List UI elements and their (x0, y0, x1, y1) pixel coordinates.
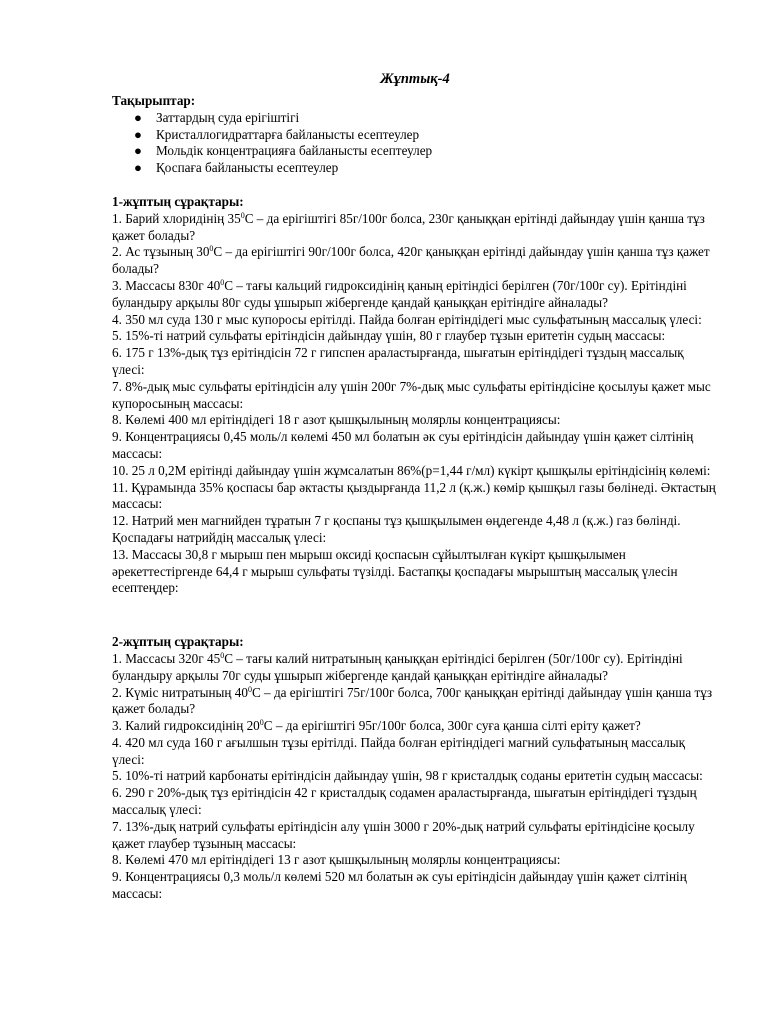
bullet-icon: ● (134, 126, 142, 142)
question-5: 5. 15%-ті натрий сульфаты ерітіндісін дайындау үшін, 80 г глаубер тұзын еритетін судың массасы: (112, 328, 666, 344)
question-4: 4. 350 мл суда 130 г мыс купоросы ерітілді. Пайда болған ерітіндідегі мыс сульфатының массалық үлесі: (112, 311, 702, 327)
question-8: 8. Көлемі 470 мл ерітіндідегі 13 г азот қышқылының молярлы концентрациясы: (112, 852, 561, 868)
topic-item (112, 127, 718, 144)
question-10: 10. 25 л 0,2М ерітінді дайындау үшін жұмсалатын 86%(р=1,44 г/мл) күкірт қышқылы ерітіндісінің көлемі: (112, 462, 711, 478)
bullet-icon: ● (134, 109, 142, 125)
question-7: 7. 13%-дық натрий сульфаты ерітіндісін алу үшін 3000 г 20%-дық натрий сульфаты ерітіндісіне қосылу қажет глаубер тұзының массасы: (112, 818, 695, 851)
section2-heading: 2-жұптың сұрақтары: (112, 634, 244, 650)
topics-heading: Тақырыптар: (112, 93, 196, 108)
question-1: 1. Массасы 320г $45^0С$ – тағы калий нитратының қаныққан ерітіндісі берілген (50г/100г су). Ерітіндіні буландыру арқылы 70г суды ұшырып жібергенде қандай қаныққан ерітіндіге айналады? (112, 650, 683, 683)
question-1: 1. Барий хлоридінің $35^0С$ – да ерігіштігі 85г/100г болса, 230г қаныққан ерітінді дайындау үшін қанша тұз қажет болады? (112, 210, 705, 243)
question-4: 4. 420 мл суда 160 г ағылшын тұзы ерітілді. Пайда болған ерітіндідегі магний сульфатының массалық үлесі: (112, 734, 685, 767)
question-2: 2. Ас тұзының $30^0С$ – да ерігіштігі 90г/100г болса, 420г қаныққан ерітінді дайындау үшін қанша тұз қажет болады? (112, 244, 710, 277)
topic-item (112, 160, 718, 177)
question-6: 6. 290 г 20%-дық тұз ерітіндісін 42 г кристалдық содамен араластырғанда, шығатын ерітіндідегі тұздың массалық үлесі: (112, 785, 697, 818)
topic-item (112, 143, 718, 160)
section1-heading: 1-жұптың сұрақтары: (112, 193, 244, 209)
topic-item-label: Қоспаға байланысты есептеулер (156, 160, 339, 176)
question-5: 5. 10%-ті натрий карбонаты ерітіндісін дайындау үшін, 98 г кристалдық соданы еритетін судың массасы: (112, 768, 703, 784)
topic-item-label: Заттардың суда ерігіштігі (156, 109, 300, 125)
topic-item-label: Кристаллогидраттарға байланысты есептеулер (156, 126, 420, 142)
question-6: 6. 175 г 13%-дық тұз ерітіндісін 72 г гипспен араластырғанда, шығатын ерітіндідегі тұздың массалық үлесі: (112, 345, 684, 377)
question-9: 9. Концентрациясы 0,3 моль/л көлемі 520 мл болатын әк суы ерітіндісін дайындау үшін қажет сілтінің массасы: (112, 869, 687, 902)
question-2: 2. Күміс нитратының $40^0С$ – да ерігіштігі 75г/100г болса, 700г қаныққан ерітінді дайындау үшін қанша тұз қажет болады? (112, 684, 713, 717)
question-12: 12. Натрий мен магнийден тұратын 7 г қоспаны тұз қышқылымен өңдегенде 4,48 л (қ.ж.) газ бөлінді. Қоспадағы натрийдің массалық үлесі: (112, 513, 681, 545)
question-8: 8. Көлемі 400 мл ерітіндідегі 18 г азот қышқылының молярлы концентрациясы: (112, 412, 561, 428)
question-11: 11. Құрамында 35% қоспасы бар әктасты қыздырғанда 11,2 л (қ.ж.) көмір қышқыл газы бөлінеді. Әктастың массасы: (112, 479, 716, 512)
question-13: 13. Массасы 30,8 г мырыш пен мырыш оксиді қоспасын сұйылтылған күкірт қышқылымен әрекеттестіргенде 64,4 г мырыш сульфаты түзілді. Бастапқы қоспадағы мырыштың массалық үлесін есептеңдер: (112, 546, 678, 596)
bullet-icon: ● (134, 160, 142, 176)
document-title: Жұптық-4 (380, 71, 450, 87)
document-page (112, 71, 718, 903)
bullet-icon: ● (134, 143, 142, 159)
question-7: 7. 8%-дық мыс сульфаты ерітіндісін алу үшін 200г 7%-дық мыс сульфаты ерітіндісіне қосылуы қажет мыс купоросының массасы: (112, 378, 711, 411)
topic-item (112, 110, 718, 127)
topic-list (112, 110, 718, 177)
spacer (112, 177, 718, 194)
topic-item-label: Мольдік концентрацияға байланысты есептеулер (156, 143, 433, 159)
spacer (112, 597, 718, 634)
question-9: 9. Концентрациясы 0,45 моль/л көлемі 450 мл болатын әк суы ерітіндісін дайындау үшін қажет сілтінің массасы: (112, 429, 694, 461)
question-3: 3. Массасы 830г $40^0С$ – тағы кальций гидроксидінің қаның ерітіндісі берілген (70г/100г су). Ерітіндіні буландыру арқылы 80г суды ұшырып жібергенде қандай қаныққан ерітіндіге айналады? (112, 277, 687, 310)
question-3: 3. Калий гидроксидінің $20^0С$ – да ерігіштігі 95г/100г болса, 300г суға қанша сілті еріту қажет? (112, 718, 641, 734)
